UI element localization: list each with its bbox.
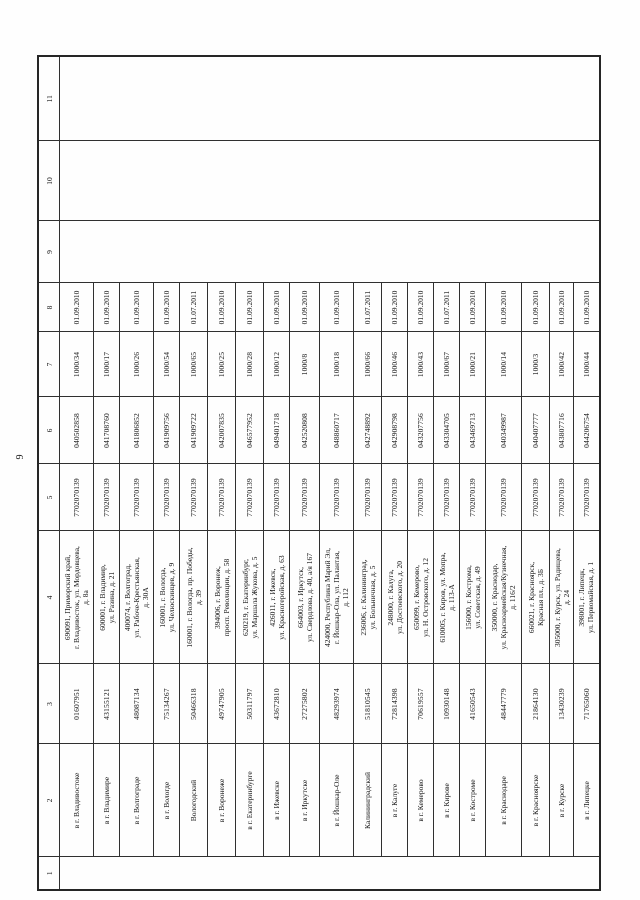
col5-number-cell: 7702070139 bbox=[486, 464, 522, 531]
branch-address-cell bbox=[522, 531, 550, 664]
branch-code-cell: 21864130 bbox=[522, 664, 550, 744]
address-line: 620219, г. Екатеринбург, bbox=[240, 559, 250, 636]
branch-registry-table bbox=[37, 55, 601, 891]
col8-date-cell: 01.09.2010 bbox=[574, 283, 600, 332]
branch-name-cell: в г. Костроме bbox=[460, 744, 486, 857]
col7-number-cell: 1000/65 bbox=[180, 332, 208, 397]
column-header-8: 8 bbox=[38, 283, 60, 332]
col8-date-cell: 01.09.2010 bbox=[460, 283, 486, 332]
col8-date-cell: 01.09.2010 bbox=[290, 283, 320, 332]
column-header-11: 11 bbox=[38, 56, 60, 141]
col6-number-cell: 041708760 bbox=[94, 397, 120, 464]
col5-number-cell: 7702070139 bbox=[354, 464, 382, 531]
branch-address-cell bbox=[60, 531, 94, 664]
address-line: д. 112 bbox=[341, 588, 350, 607]
branch-address-cell bbox=[208, 531, 236, 664]
address-line: г. Владивосток, ул. Мордовцева, bbox=[72, 546, 81, 649]
address-line: д. 39 bbox=[193, 589, 203, 606]
branch-name-cell: в г. Екатеринбурге bbox=[236, 744, 264, 857]
col8-date-cell: 01.09.2010 bbox=[236, 283, 264, 332]
col7-number-cell: 1000/54 bbox=[154, 332, 180, 397]
branch-name-cell: в г. Красноярске bbox=[522, 744, 550, 857]
col5-number-cell: 7702070139 bbox=[120, 464, 154, 531]
address-line: 248000, г. Калуга, bbox=[385, 569, 395, 626]
address-line: ул. Челюскинцев, д. 9 bbox=[166, 562, 176, 633]
branch-name-cell: в г. Кемерово bbox=[408, 744, 434, 857]
page-number: 9 bbox=[15, 454, 26, 460]
col6-number-cell: 041909756 bbox=[154, 397, 180, 464]
column-header-3: 3 bbox=[38, 664, 60, 744]
branch-name-cell: в г. Владивостоке bbox=[60, 744, 94, 857]
col7-number-cell: 1000/12 bbox=[264, 332, 290, 397]
col5-number-cell: 7702070139 bbox=[154, 464, 180, 531]
col5-number-cell: 7702070139 bbox=[408, 464, 434, 531]
col6-number-cell: 048860717 bbox=[320, 397, 354, 464]
col5-number-cell: 7702070139 bbox=[208, 464, 236, 531]
col5-number-cell: 7702070139 bbox=[382, 464, 408, 531]
col6-number-cell: 049401718 bbox=[264, 397, 290, 464]
col7-number-cell: 1000/25 bbox=[208, 332, 236, 397]
col5-number-cell: 7702070139 bbox=[434, 464, 460, 531]
address-line: 426011, г. Ижевск, bbox=[267, 568, 277, 627]
branch-address-cell bbox=[94, 531, 120, 664]
column-header-6: 6 bbox=[38, 397, 60, 464]
col5-number-cell: 7702070139 bbox=[236, 464, 264, 531]
branch-code-cell: 70619557 bbox=[408, 664, 434, 744]
col5-number-cell: 7702070139 bbox=[522, 464, 550, 531]
col7-number-cell: 1000/66 bbox=[354, 332, 382, 397]
branch-name-cell: в г. Краснодаре bbox=[486, 744, 522, 857]
address-line: 160001, г. Вологда, пр. Победы, bbox=[184, 547, 194, 648]
col8-date-cell: 01.09.2010 bbox=[154, 283, 180, 332]
col7-number-cell: 1000/42 bbox=[550, 332, 574, 397]
col5-number-cell: 7702070139 bbox=[574, 464, 600, 531]
column-header-2: 2 bbox=[38, 744, 60, 857]
branch-name-cell: в г. Волгограде bbox=[120, 744, 154, 857]
address-line: 610005, г. Киров, ул. Мопра, bbox=[437, 552, 447, 643]
col6-number-cell: 043207756 bbox=[408, 397, 434, 464]
col8-date-cell: 01.09.2010 bbox=[208, 283, 236, 332]
col8-date-cell: 01.09.2010 bbox=[264, 283, 290, 332]
address-line: Красная пл., д. 3Б bbox=[535, 568, 545, 627]
address-line: 398001, г. Липецк, bbox=[577, 568, 587, 627]
column-header-7: 7 bbox=[38, 332, 60, 397]
address-line: ул. Больничная, д. 5 bbox=[367, 565, 377, 630]
address-line: д. 8а bbox=[81, 590, 90, 605]
col8-date-cell: 01.09.2010 bbox=[120, 283, 154, 332]
col6-number-cell: 043304705 bbox=[434, 397, 460, 464]
col7-number-cell: 1000/14 bbox=[486, 332, 522, 397]
col7-number-cell: 1000/8 bbox=[290, 332, 320, 397]
col5-number-cell: 7702070139 bbox=[320, 464, 354, 531]
col1-empty-cell bbox=[60, 857, 600, 890]
col5-number-cell: 7702070139 bbox=[60, 464, 94, 531]
address-line: 350000, г. Краснодар, bbox=[490, 563, 499, 632]
branch-name-cell: в г. Владимире bbox=[94, 744, 120, 857]
branch-address-cell bbox=[354, 531, 382, 664]
address-line: г. Йошкар-Ола, ул. Палантая, bbox=[332, 550, 341, 645]
address-line: 400074, г. Волгоград, bbox=[123, 563, 132, 632]
branch-code-cell: 13430239 bbox=[550, 664, 574, 744]
branch-name-cell: Калининградский bbox=[354, 744, 382, 857]
col8-date-cell: 01.09.2010 bbox=[408, 283, 434, 332]
col8-date-cell: 01.09.2010 bbox=[320, 283, 354, 332]
branch-code-cell: 48293974 bbox=[320, 664, 354, 744]
branch-code-cell: 50311797 bbox=[236, 664, 264, 744]
address-line: ул. Разина, д. 21 bbox=[106, 571, 116, 624]
column-header-4: 4 bbox=[38, 531, 60, 664]
col6-number-cell: 042908798 bbox=[382, 397, 408, 464]
address-line: ул. Красноармейская/Кузнечная, bbox=[499, 545, 508, 650]
branch-address-cell bbox=[486, 531, 522, 664]
branch-code-cell: 72814398 bbox=[382, 664, 408, 744]
col6-number-cell: 042520808 bbox=[290, 397, 320, 464]
col5-number-cell: 7702070139 bbox=[290, 464, 320, 531]
branch-address-cell bbox=[382, 531, 408, 664]
col6-number-cell: 043807716 bbox=[550, 397, 574, 464]
column-header-9: 9 bbox=[38, 221, 60, 283]
address-line: д. 30А bbox=[141, 587, 150, 608]
branch-code-cell: 48087134 bbox=[120, 664, 154, 744]
address-line: 660021, г. Красноярск, bbox=[526, 561, 536, 634]
col5-number-cell: 7702070139 bbox=[180, 464, 208, 531]
address-line: ул. Н. Островского, д. 12 bbox=[420, 558, 430, 637]
rotated-table-wrapper bbox=[37, 57, 597, 891]
branch-address-cell bbox=[434, 531, 460, 664]
address-line: 160001, г. Вологда, bbox=[157, 567, 167, 628]
col7-number-cell: 1000/46 bbox=[382, 332, 408, 397]
col6-number-cell: 041909722 bbox=[180, 397, 208, 464]
col8-date-cell: 01.09.2010 bbox=[60, 283, 94, 332]
col6-number-cell: 040407777 bbox=[522, 397, 550, 464]
address-line: 236006, г. Калининград, bbox=[358, 559, 368, 636]
branch-name-cell: в г. Калуге bbox=[382, 744, 408, 857]
address-line: 394006, г. Воронеж, bbox=[212, 566, 222, 629]
branch-name-cell: Вологодский bbox=[180, 744, 208, 857]
branch-code-cell: 41650543 bbox=[460, 664, 486, 744]
address-line: 690091, Приморский край, bbox=[63, 554, 72, 641]
table-row bbox=[60, 56, 94, 890]
branch-code-cell: 27275802 bbox=[290, 664, 320, 744]
address-line: 664003, г. Иркутск, bbox=[295, 567, 305, 628]
branch-name-cell: в г. Курске bbox=[550, 744, 574, 857]
col7-number-cell: 1000/67 bbox=[434, 332, 460, 397]
branch-address-cell bbox=[154, 531, 180, 664]
col7-number-cell: 1000/3 bbox=[522, 332, 550, 397]
branch-name-cell: в г. Липецке bbox=[574, 744, 600, 857]
address-line: ул. Первомайская, д. 1 bbox=[586, 561, 596, 634]
branch-code-cell: 50466318 bbox=[180, 664, 208, 744]
col8-date-cell: 01.09.2010 bbox=[550, 283, 574, 332]
address-line: ул. Красногеройская, д. 63 bbox=[276, 555, 286, 640]
branch-address-cell bbox=[574, 531, 600, 664]
branch-code-cell: 75134267 bbox=[154, 664, 180, 744]
address-line: 305000, г. Курск, ул. Радищева, bbox=[552, 548, 562, 647]
branch-address-cell bbox=[408, 531, 434, 664]
branch-name-cell: в г. Вологде bbox=[154, 744, 180, 857]
col7-number-cell: 1000/26 bbox=[120, 332, 154, 397]
branch-name-cell: в г. Кирове bbox=[434, 744, 460, 857]
col11-empty-cell bbox=[60, 56, 600, 141]
branch-name-cell: в г. Йошкар-Оле bbox=[320, 744, 354, 857]
branch-code-cell: 43672810 bbox=[264, 664, 290, 744]
column-header-10: 10 bbox=[38, 141, 60, 221]
col7-number-cell: 1000/44 bbox=[574, 332, 600, 397]
address-line: ул. Советская, д. 49 bbox=[472, 566, 482, 629]
col5-number-cell: 7702070139 bbox=[550, 464, 574, 531]
col8-date-cell: 01.09.2010 bbox=[94, 283, 120, 332]
branch-address-cell bbox=[264, 531, 290, 664]
col10-empty-cell bbox=[60, 141, 600, 221]
col8-date-cell: 01.07.2011 bbox=[434, 283, 460, 332]
col6-number-cell: 043469713 bbox=[460, 397, 486, 464]
address-line: ул. Маршала Жукова, д. 5 bbox=[249, 556, 259, 639]
col5-number-cell: 7702070139 bbox=[264, 464, 290, 531]
branch-address-cell bbox=[290, 531, 320, 664]
col7-number-cell: 1000/34 bbox=[60, 332, 94, 397]
branch-code-cell: 71765060 bbox=[574, 664, 600, 744]
col8-date-cell: 01.09.2010 bbox=[382, 283, 408, 332]
address-line: ул. Рабоче-Крестьянская, bbox=[132, 557, 141, 638]
branch-address-cell bbox=[120, 531, 154, 664]
address-line: д. 113-А bbox=[446, 584, 456, 611]
col6-number-cell: 041806852 bbox=[120, 397, 154, 464]
col8-date-cell: 01.09.2010 bbox=[486, 283, 522, 332]
address-line: д. 116/2 bbox=[508, 585, 517, 610]
address-line: 600001, г. Владимир, bbox=[97, 564, 107, 631]
col6-number-cell: 044206754 bbox=[574, 397, 600, 464]
col7-number-cell: 1000/28 bbox=[236, 332, 264, 397]
col7-number-cell: 1000/17 bbox=[94, 332, 120, 397]
branch-code-cell: 49747905 bbox=[208, 664, 236, 744]
col8-date-cell: 01.07.2011 bbox=[354, 283, 382, 332]
branch-code-cell: 43155121 bbox=[94, 664, 120, 744]
branch-name-cell: в г. Воронеже bbox=[208, 744, 236, 857]
col6-number-cell: 040502858 bbox=[60, 397, 94, 464]
branch-address-cell bbox=[550, 531, 574, 664]
branch-address-cell bbox=[180, 531, 208, 664]
col6-number-cell: 046577952 bbox=[236, 397, 264, 464]
col8-date-cell: 01.07.2011 bbox=[180, 283, 208, 332]
col7-number-cell: 1000/43 bbox=[408, 332, 434, 397]
address-line: 156000, г. Кострома, bbox=[463, 565, 473, 630]
col8-date-cell: 01.09.2010 bbox=[522, 283, 550, 332]
col9-empty-cell bbox=[60, 221, 600, 283]
branch-address-cell bbox=[320, 531, 354, 664]
address-line: 424000, Республика Марий Эл, bbox=[323, 547, 332, 648]
branch-code-cell: 01607951 bbox=[60, 664, 94, 744]
branch-name-cell: в г. Иркутске bbox=[290, 744, 320, 857]
address-line: ул. Достоевского, д. 20 bbox=[394, 561, 404, 634]
address-line: просп. Революции, д. 58 bbox=[221, 558, 231, 637]
col6-number-cell: 042007835 bbox=[208, 397, 236, 464]
branch-code-cell: 48447779 bbox=[486, 664, 522, 744]
address-line: д. 24 bbox=[561, 589, 571, 606]
branch-code-cell: 51810545 bbox=[354, 664, 382, 744]
column-header-5: 5 bbox=[38, 464, 60, 531]
col7-number-cell: 1000/18 bbox=[320, 332, 354, 397]
col6-number-cell: 042748892 bbox=[354, 397, 382, 464]
branch-address-cell bbox=[460, 531, 486, 664]
branch-name-cell: в г. Ижевске bbox=[264, 744, 290, 857]
branch-code-cell: 10930148 bbox=[434, 664, 460, 744]
table-header-row bbox=[38, 56, 60, 890]
col5-number-cell: 7702070139 bbox=[94, 464, 120, 531]
col7-number-cell: 1000/21 bbox=[460, 332, 486, 397]
column-header-1: 1 bbox=[38, 857, 60, 890]
address-line: 650099, г. Кемерово, bbox=[411, 565, 421, 630]
col6-number-cell: 040349987 bbox=[486, 397, 522, 464]
col5-number-cell: 7702070139 bbox=[460, 464, 486, 531]
address-line: ул. Свердлова, д. 40, а/я 167 bbox=[304, 552, 314, 643]
branch-address-cell bbox=[236, 531, 264, 664]
